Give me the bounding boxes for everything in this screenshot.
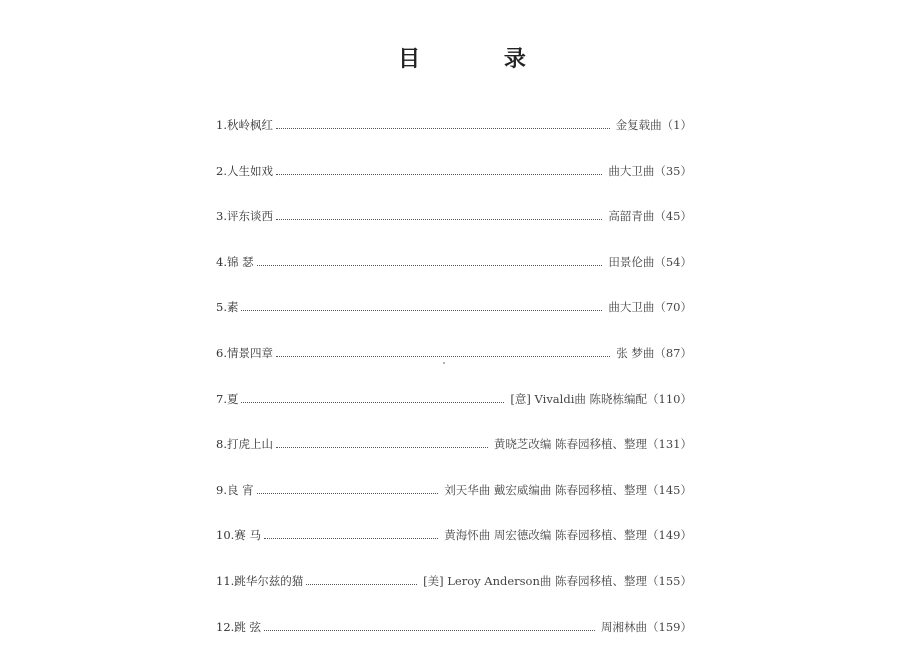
dot-leader xyxy=(257,265,603,266)
toc-entry-credit: 周湘林曲 xyxy=(601,620,648,634)
toc-entry-8[interactable] xyxy=(216,436,692,456)
dot-leader xyxy=(276,219,602,220)
toc-entry-page: （145） xyxy=(647,483,692,497)
toc-entry-2[interactable] xyxy=(216,163,692,183)
toc-entry-page: （1） xyxy=(661,118,692,132)
page-title: 目 录 xyxy=(398,47,564,72)
toc-entry-number: 2. xyxy=(216,164,227,178)
toc-entry-title: 跳华尔兹的猫 xyxy=(234,574,304,588)
toc-entry-page: （131） xyxy=(647,437,692,451)
toc-entry-12[interactable] xyxy=(216,619,692,639)
toc-entry-page: （110） xyxy=(647,392,692,406)
toc-entry-credit: [美] Leroy Anderson曲 陈春园移植、整理 xyxy=(423,574,648,588)
toc-entry-number: 8. xyxy=(216,437,227,451)
dot-leader xyxy=(257,493,439,494)
toc-entry-title: 打虎上山 xyxy=(226,437,273,451)
toc-entry-number: 1. xyxy=(216,118,227,132)
toc-entry-credit: [意] Vivaldi曲 陈晓栋编配 xyxy=(510,392,648,406)
toc-entry-credit: 黄晓芝改编 陈春园移植、整理 xyxy=(493,437,648,451)
dot-leader xyxy=(264,630,595,631)
toc-entry-title: 锦 瑟 xyxy=(226,255,254,269)
toc-entry-title: 秋岭枫红 xyxy=(226,118,273,132)
scan-speck xyxy=(443,362,445,364)
toc-entry-3[interactable] xyxy=(216,208,692,228)
toc-entry-page: （35） xyxy=(654,164,692,178)
toc-entry-page: （45） xyxy=(654,209,692,223)
toc-entry-number: 3. xyxy=(216,209,227,223)
toc-entry-credit: 张 梦曲 xyxy=(616,346,655,360)
toc-entry-page: （54） xyxy=(654,255,692,269)
dot-leader xyxy=(276,128,610,129)
dot-leader xyxy=(276,174,602,175)
toc-entry-credit: 曲大卫曲 xyxy=(608,164,655,178)
toc-entry-credit: 曲大卫曲 xyxy=(608,300,655,314)
toc-entry-title: 良 宵 xyxy=(226,483,254,497)
toc-entry-number: 10. xyxy=(216,528,235,542)
toc-entry-number: 7. xyxy=(216,392,227,406)
toc-entry-11[interactable] xyxy=(216,573,692,593)
toc-entry-page: （159） xyxy=(647,620,692,634)
toc-entry-title: 夏 xyxy=(226,392,239,406)
toc-entry-1[interactable] xyxy=(216,117,692,137)
toc-entry-number: 5. xyxy=(216,300,227,314)
toc-entry-title: 人生如戏 xyxy=(226,164,273,178)
toc-entry-7[interactable] xyxy=(216,391,692,411)
toc-entry-title: 赛 马 xyxy=(234,528,261,542)
toc-entry-number: 9. xyxy=(216,483,227,497)
dot-leader xyxy=(276,447,488,448)
toc-entry-title: 情景四章 xyxy=(226,346,273,360)
toc-entry-credit: 黄海怀曲 周宏德改编 陈春园移植、整理 xyxy=(444,528,648,542)
toc-entry-page: （149） xyxy=(647,528,692,542)
toc-entry-page: （155） xyxy=(647,574,692,588)
dot-leader xyxy=(264,538,438,539)
toc-entry-number: 6. xyxy=(216,346,227,360)
toc-entry-credit: 金复载曲 xyxy=(615,118,662,132)
toc-entry-page: （87） xyxy=(654,346,692,360)
toc-entry-number: 11. xyxy=(216,574,235,588)
toc-entry-credit: 高韶青曲 xyxy=(608,209,655,223)
toc-entry-page: （70） xyxy=(654,300,692,314)
dot-leader xyxy=(306,584,417,585)
toc-entry-title: 素 xyxy=(226,300,239,314)
toc-entry-5[interactable] xyxy=(216,299,692,319)
toc-entry-credit: 刘天华曲 戴宏威编曲 陈春园移植、整理 xyxy=(444,483,648,497)
toc-entry-4[interactable] xyxy=(216,254,692,274)
dot-leader xyxy=(241,402,504,403)
toc-entry-6[interactable] xyxy=(216,345,692,365)
toc-entry-title: 评东谈西 xyxy=(226,209,273,223)
dot-leader xyxy=(241,310,602,311)
toc-entry-number: 12. xyxy=(216,620,235,634)
toc-entry-9[interactable] xyxy=(216,482,692,502)
dot-leader xyxy=(276,356,610,357)
toc-entry-title: 跳 弦 xyxy=(234,620,261,634)
toc-entry-10[interactable] xyxy=(216,527,692,547)
toc-entry-number: 4. xyxy=(216,255,227,269)
toc-entry-credit: 田景伦曲 xyxy=(608,255,655,269)
